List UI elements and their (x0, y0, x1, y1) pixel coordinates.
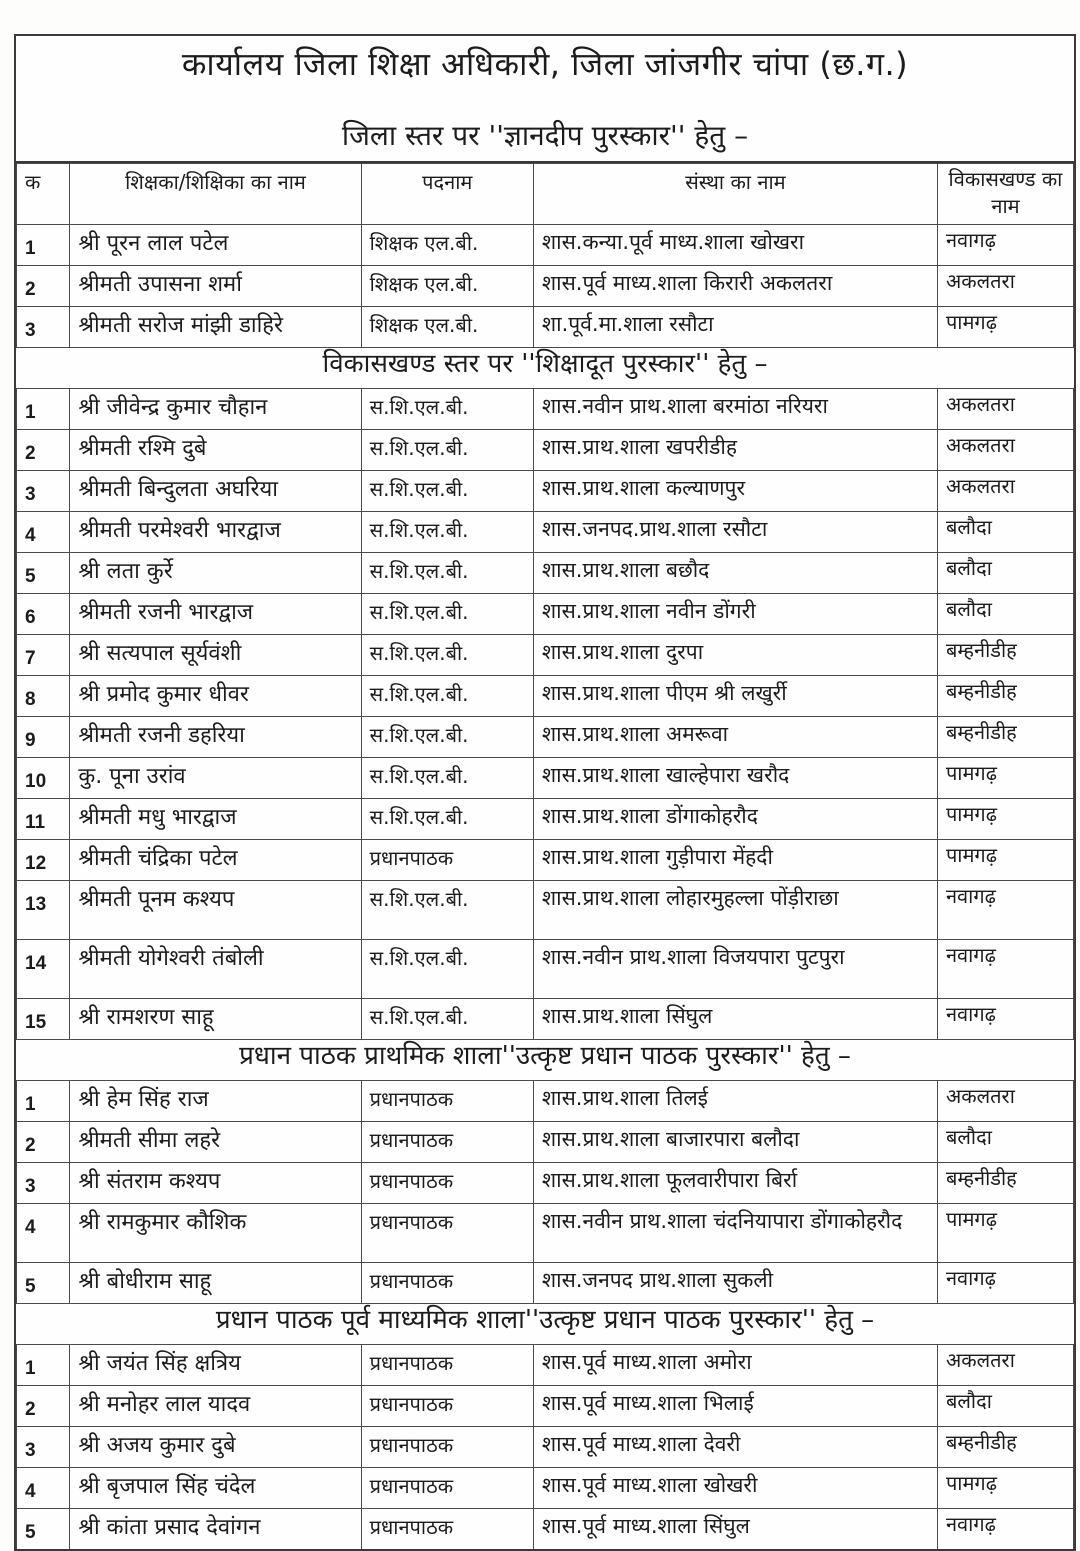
office-title: कार्यालय जिला शिक्षा अधिकारी, जिला जांजगीर चांपा (छ.ग.) (181, 45, 909, 83)
section-title-row (17, 1304, 1074, 1345)
table-row (17, 1509, 1074, 1551)
designation-cell: स.शि.एल.बी. (361, 717, 533, 758)
table-row (17, 1427, 1074, 1468)
institution-cell: शास.प्राथ.शाला गुड़ीपारा मेंहदी (533, 840, 937, 881)
institution-cell: शा.पूर्व.मा.शाला रसौटा (533, 307, 937, 348)
name-cell: श्री रामकुमार कौशिक (70, 1204, 361, 1263)
institution-cell: शास.कन्या.पूर्व माध्य.शाला खोखरा (533, 225, 937, 266)
block-cell: नवागढ़ (937, 999, 1073, 1040)
institution-cell: शास.नवीन प्राथ.शाला बरमांठा नरियरा (533, 389, 937, 430)
institution-cell: शास.प्राथ.शाला डोंगाकोहरौद (533, 799, 937, 840)
designation-cell: स.शि.एल.बी. (361, 758, 533, 799)
serial-cell: 2 (17, 1122, 70, 1163)
serial-cell: 1 (17, 389, 70, 430)
column-header-block: विकासखण्ड का नाम (937, 164, 1073, 225)
institution-cell: शास.प्राथ.शाला फूलवारीपारा बिर्रा (533, 1163, 937, 1204)
table-row (17, 471, 1074, 512)
table-row (17, 430, 1074, 471)
serial-cell: 2 (17, 266, 70, 307)
table-row (17, 1081, 1074, 1122)
name-cell: श्री पूरन लाल पटेल (70, 225, 361, 266)
column-header-designation: पदनाम (361, 164, 533, 225)
institution-cell: शास.पूर्व माध्य.शाला खोखरी (533, 1468, 937, 1509)
institution-cell: शास.जनपद.प्राथ.शाला रसौटा (533, 512, 937, 553)
name-cell: श्री सत्यपाल सूर्यवंशी (70, 635, 361, 676)
table-row (17, 1386, 1074, 1427)
serial-cell: 1 (17, 1345, 70, 1386)
serial-cell: 5 (17, 1263, 70, 1304)
block-cell: अकलतरा (937, 430, 1073, 471)
block-cell: नवागढ़ (937, 1509, 1073, 1551)
institution-cell: शास.पूर्व माध्य.शाला भिलाई (533, 1386, 937, 1427)
designation-cell: प्रधानपाठक (361, 1263, 533, 1304)
designation-cell: स.शि.एल.बी. (361, 799, 533, 840)
name-cell: श्री जयंत सिंह क्षत्रिय (70, 1345, 361, 1386)
institution-cell: शास.पूर्व माध्य.शाला देवरी (533, 1427, 937, 1468)
table-row (17, 758, 1074, 799)
serial-cell: 3 (17, 471, 70, 512)
serial-cell: 4 (17, 1468, 70, 1509)
column-header-name: शिक्षका/शिक्षिका का नाम (70, 164, 361, 225)
block-cell: नवागढ़ (937, 940, 1073, 999)
block-cell: पामगढ़ (937, 1468, 1073, 1509)
document-header (16, 36, 1074, 163)
block-cell: पामगढ़ (937, 758, 1073, 799)
institution-cell: शास.प्राथ.शाला बाजारपारा बलौदा (533, 1122, 937, 1163)
table-row (17, 840, 1074, 881)
serial-cell: 15 (17, 999, 70, 1040)
institution-cell: शास.प्राथ.शाला अमरूवा (533, 717, 937, 758)
block-cell: अकलतरा (937, 266, 1073, 307)
designation-cell: स.शि.एल.बी. (361, 471, 533, 512)
serial-cell: 4 (17, 512, 70, 553)
institution-cell: शास.प्राथ.शाला खाल्हेपारा खरौद (533, 758, 937, 799)
designation-cell: स.शि.एल.बी. (361, 430, 533, 471)
table-row (17, 999, 1074, 1040)
name-cell: श्रीमती रश्मि दुबे (70, 430, 361, 471)
name-cell: श्रीमती रजनी भारद्वाज (70, 594, 361, 635)
designation-cell: स.शि.एल.बी. (361, 940, 533, 999)
designation-cell: प्रधानपाठक (361, 1163, 533, 1204)
award-list-document (14, 34, 1076, 1551)
institution-cell: शास.प्राथ.शाला बछौद (533, 553, 937, 594)
institution-cell: शास.प्राथ.शाला कल्याणपुर (533, 471, 937, 512)
name-cell: श्री अजय कुमार दुबे (70, 1427, 361, 1468)
designation-cell: स.शि.एल.बी. (361, 553, 533, 594)
table-row (17, 881, 1074, 940)
name-cell: श्री प्रमोद कुमार धीवर (70, 676, 361, 717)
institution-cell: शास.प्राथ.शाला दुरपा (533, 635, 937, 676)
serial-cell: 10 (17, 758, 70, 799)
table-row (17, 307, 1074, 348)
name-cell: श्री रामशरण साहू (70, 999, 361, 1040)
designation-cell: प्रधानपाठक (361, 1081, 533, 1122)
block-cell: बम्हनीडीह (937, 1427, 1073, 1468)
block-cell: नवागढ़ (937, 881, 1073, 940)
serial-cell: 4 (17, 1204, 70, 1263)
serial-cell: 5 (17, 553, 70, 594)
table-row (17, 635, 1074, 676)
serial-cell: 8 (17, 676, 70, 717)
serial-cell: 2 (17, 430, 70, 471)
name-cell: श्रीमती सरोज मांझी डाहिरे (70, 307, 361, 348)
block-cell: बम्हनीडीह (937, 717, 1073, 758)
institution-cell: शास.प्राथ.शाला तिलई (533, 1081, 937, 1122)
designation-cell: शिक्षक एल.बी. (361, 266, 533, 307)
table-row (17, 512, 1074, 553)
designation-cell: प्रधानपाठक (361, 1386, 533, 1427)
institution-cell: शास.प्राथ.शाला पीएम श्री लखुर्री (533, 676, 937, 717)
name-cell: श्री बृजपाल सिंह चंदेल (70, 1468, 361, 1509)
institution-cell: शास.पूर्व माध्य.शाला सिंघुल (533, 1509, 937, 1551)
block-cell: बलौदा (937, 1386, 1073, 1427)
block-cell: बलौदा (937, 594, 1073, 635)
section-title-district-level: जिला स्तर पर ''ज्ञानदीप पुरस्कार'' हेतु – (341, 119, 749, 152)
table-header-row (17, 164, 1074, 225)
serial-cell: 5 (17, 1509, 70, 1551)
name-cell: श्री संतराम कश्यप (70, 1163, 361, 1204)
institution-cell: शास.नवीन प्राथ.शाला चंदनियापारा डोंगाकोहरौद (533, 1204, 937, 1263)
name-cell: श्रीमती परमेश्वरी भारद्वाज (70, 512, 361, 553)
serial-cell: 13 (17, 881, 70, 940)
block-cell: पामगढ़ (937, 307, 1073, 348)
column-header-serial: क (17, 164, 70, 225)
serial-cell: 1 (17, 225, 70, 266)
block-cell: बलौदा (937, 553, 1073, 594)
block-cell: अकलतरा (937, 389, 1073, 430)
serial-cell: 14 (17, 940, 70, 999)
designation-cell: प्रधानपाठक (361, 1345, 533, 1386)
name-cell: श्रीमती सीमा लहरे (70, 1122, 361, 1163)
table-row (17, 553, 1074, 594)
institution-cell: शास.प्राथ.शाला सिंघुल (533, 999, 937, 1040)
designation-cell: प्रधानपाठक (361, 1122, 533, 1163)
block-cell: अकलतरा (937, 1345, 1073, 1386)
name-cell: श्री लता कुर्रे (70, 553, 361, 594)
section-title: विकासखण्ड स्तर पर ''शिक्षादूत पुरस्कार'' हेतु – (17, 348, 1074, 389)
name-cell: श्री हेम सिंह राज (70, 1081, 361, 1122)
table-row (17, 594, 1074, 635)
designation-cell: शिक्षक एल.बी. (361, 225, 533, 266)
serial-cell: 6 (17, 594, 70, 635)
serial-cell: 11 (17, 799, 70, 840)
name-cell: श्रीमती बिन्दुलता अघरिया (70, 471, 361, 512)
table-row (17, 799, 1074, 840)
serial-cell: 9 (17, 717, 70, 758)
block-cell: अकलतरा (937, 1081, 1073, 1122)
table-row (17, 1122, 1074, 1163)
table-row (17, 266, 1074, 307)
block-cell: पामगढ़ (937, 799, 1073, 840)
designation-cell: प्रधानपाठक (361, 840, 533, 881)
serial-cell: 2 (17, 1386, 70, 1427)
name-cell: श्रीमती उपासना शर्मा (70, 266, 361, 307)
block-cell: पामगढ़ (937, 840, 1073, 881)
block-cell: बलौदा (937, 512, 1073, 553)
table-row (17, 1204, 1074, 1263)
block-cell: पामगढ़ (937, 1204, 1073, 1263)
section-title: प्रधान पाठक प्राथमिक शाला''उत्कृष्ट प्रधान पाठक पुरस्कार'' हेतु – (17, 1040, 1074, 1081)
table-row (17, 676, 1074, 717)
designation-cell: स.शि.एल.बी. (361, 676, 533, 717)
name-cell: श्रीमती योगेश्वरी तंबोली (70, 940, 361, 999)
block-cell: बम्हनीडीह (937, 676, 1073, 717)
institution-cell: शास.प्राथ.शाला खपरीडीह (533, 430, 937, 471)
designation-cell: प्रधानपाठक (361, 1204, 533, 1263)
designation-cell: स.शि.एल.बी. (361, 881, 533, 940)
institution-cell: शास.प्राथ.शाला लोहारमुहल्ला पोंड़ीराछा (533, 881, 937, 940)
block-cell: बम्हनीडीह (937, 635, 1073, 676)
serial-cell: 3 (17, 1163, 70, 1204)
name-cell: श्री बोधीराम साहू (70, 1263, 361, 1304)
table-row (17, 1263, 1074, 1304)
designation-cell: शिक्षक एल.बी. (361, 307, 533, 348)
table-row (17, 389, 1074, 430)
institution-cell: शास.जनपद प्राथ.शाला सुकली (533, 1263, 937, 1304)
section-title-row (17, 348, 1074, 389)
table-row (17, 717, 1074, 758)
name-cell: श्री जीवेन्द्र कुमार चौहान (70, 389, 361, 430)
name-cell: श्रीमती रजनी डहरिया (70, 717, 361, 758)
award-table (16, 163, 1074, 1551)
block-cell: नवागढ़ (937, 1263, 1073, 1304)
serial-cell: 7 (17, 635, 70, 676)
designation-cell: स.शि.एल.बी. (361, 512, 533, 553)
table-row (17, 1163, 1074, 1204)
block-cell: बम्हनीडीह (937, 1163, 1073, 1204)
block-cell: अकलतरा (937, 471, 1073, 512)
serial-cell: 3 (17, 1427, 70, 1468)
table-row (17, 1468, 1074, 1509)
section-title: प्रधान पाठक पूर्व माध्यमिक शाला''उत्कृष्ट प्रधान पाठक पुरस्कार'' हेतु – (17, 1304, 1074, 1345)
designation-cell: प्रधानपाठक (361, 1468, 533, 1509)
name-cell: श्री कांता प्रसाद देवांगन (70, 1509, 361, 1551)
designation-cell: प्रधानपाठक (361, 1509, 533, 1551)
institution-cell: शास.पूर्व माध्य.शाला किरारी अकलतरा (533, 266, 937, 307)
section-title-row (17, 1040, 1074, 1081)
serial-cell: 1 (17, 1081, 70, 1122)
institution-cell: शास.नवीन प्राथ.शाला विजयपारा पुटपुरा (533, 940, 937, 999)
name-cell: श्रीमती मधु भारद्वाज (70, 799, 361, 840)
name-cell: कु. पूना उरांव (70, 758, 361, 799)
designation-cell: स.शि.एल.बी. (361, 635, 533, 676)
institution-cell: शास.पूर्व माध्य.शाला अमोरा (533, 1345, 937, 1386)
table-row (17, 1345, 1074, 1386)
table-row (17, 225, 1074, 266)
designation-cell: स.शि.एल.बी. (361, 999, 533, 1040)
block-cell: बलौदा (937, 1122, 1073, 1163)
name-cell: श्रीमती पूनम कश्यप (70, 881, 361, 940)
designation-cell: स.शि.एल.बी. (361, 594, 533, 635)
name-cell: श्री मनोहर लाल यादव (70, 1386, 361, 1427)
institution-cell: शास.प्राथ.शाला नवीन डोंगरी (533, 594, 937, 635)
table-row (17, 940, 1074, 999)
column-header-institution: संस्था का नाम (533, 164, 937, 225)
block-cell: नवागढ़ (937, 225, 1073, 266)
designation-cell: प्रधानपाठक (361, 1427, 533, 1468)
designation-cell: स.शि.एल.बी. (361, 389, 533, 430)
serial-cell: 12 (17, 840, 70, 881)
serial-cell: 3 (17, 307, 70, 348)
name-cell: श्रीमती चंद्रिका पटेल (70, 840, 361, 881)
table-body (17, 225, 1074, 1551)
